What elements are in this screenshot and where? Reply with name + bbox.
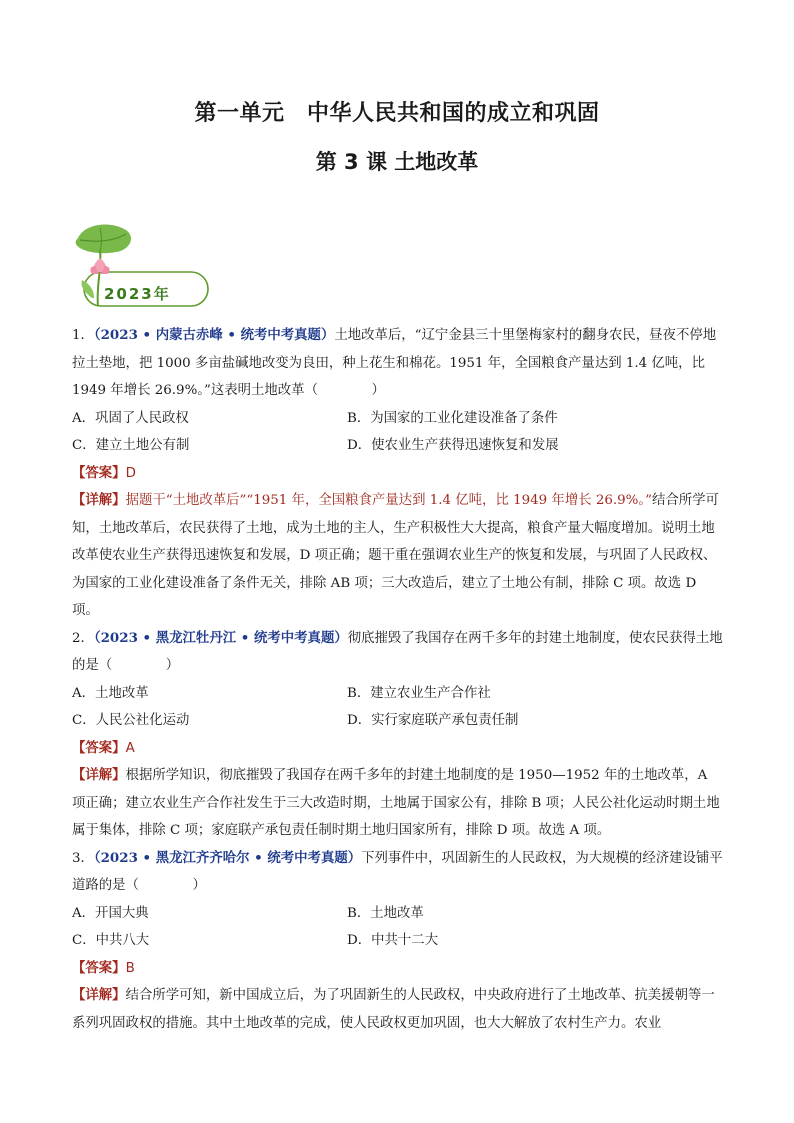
explanation-label: 【详解】 bbox=[72, 768, 126, 783]
explanation bbox=[72, 762, 724, 845]
explanation-label: 【详解】 bbox=[72, 988, 126, 1003]
explanation bbox=[72, 982, 724, 1037]
answer bbox=[72, 460, 724, 488]
option-b: B．为国家的工业化建设准备了条件 bbox=[347, 410, 558, 426]
year-label: 2023年 bbox=[104, 285, 171, 303]
explanation-text: 根据所学知识，彻底摧毁了我国存在两千多年的封建土地制度的是 1950—1952 年的土地改革，A 项正确；建立农业生产合作社发生于三大改造时期，土地属于国家公有，排除 B 项；人民公社化运动时期土地属于集体，排除 C 项；家庭联产承包责任制时期土地归国家所有，排除 D 项。故选 A 项。 bbox=[72, 768, 720, 838]
answer-value: D bbox=[125, 465, 136, 481]
question-text: 下列事件中，巩固新生的人民政权，为大规模的经济建设铺平道路的是（ ） bbox=[72, 850, 723, 893]
question-source: （2023 • 黑龙江牡丹江 • 统考中考真题） bbox=[93, 629, 348, 646]
question-number: 2． bbox=[72, 630, 94, 646]
options bbox=[72, 405, 724, 460]
option-d: D．使农业生产获得迅速恢复和发展 bbox=[347, 438, 559, 453]
answer-label: 【答案】 bbox=[72, 740, 126, 756]
question-list bbox=[72, 322, 724, 1037]
option-d: D．中共十二大 bbox=[347, 933, 439, 948]
question-stem bbox=[72, 845, 724, 900]
question-source: （2023 • 内蒙古赤峰 • 统考中考真题） bbox=[93, 327, 335, 343]
question-stem bbox=[72, 625, 724, 680]
question-text: 土地改革后，“辽宁金县三十里堡梅家村的翻身农民，昼夜不停地拉土垫地，把 1000 多亩盐碱地改变为良田，种上花生和棉花。1951 年，全国粮食产量达到 1.4 亿吨，比 1949 年增长 26.9%。”这表明土地改革（ ） bbox=[72, 328, 717, 398]
option-a: A．土地改革 bbox=[72, 685, 149, 701]
answer-value: B bbox=[125, 960, 135, 976]
options bbox=[72, 680, 724, 735]
option-c: C．人民公社化运动 bbox=[72, 713, 190, 728]
lesson-title: 第 3 课 土地改革 bbox=[315, 150, 479, 174]
question-number: 1． bbox=[72, 328, 94, 343]
question-1 bbox=[72, 322, 724, 625]
option-a: A．巩固了人民政权 bbox=[72, 410, 189, 426]
explanation-text: 结合所学可知，新中国成立后，为了巩固新生的人民政权，中央政府进行了土地改革、抗美援朝等一系列巩固政权的措施。其中土地改革的完成，使人民政权更加巩固，也大大解放了农村生产力。农业 bbox=[72, 988, 715, 1031]
options bbox=[72, 900, 724, 955]
option-c: C．中共八大 bbox=[72, 933, 150, 948]
option-d: D．实行家庭联产承包责任制 bbox=[347, 713, 519, 728]
explanation bbox=[72, 487, 724, 625]
unit-title: 第一单元 中华人民共和国的成立和巩固 bbox=[194, 101, 600, 126]
option-a: A．开国大典 bbox=[72, 905, 149, 921]
explanation-quote: 据题干“土地改革后”“1951 年，全国粮食产量达到 1.4 亿吨，比 1949 年增长 26.9%。” bbox=[125, 493, 652, 508]
explanation-label: 【详解】 bbox=[72, 493, 126, 508]
option-b: B．建立农业生产合作社 bbox=[347, 685, 491, 701]
option-c: C．建立土地公有制 bbox=[72, 438, 190, 453]
question-text: 彻底摧毁了我国存在两千多年的封建土地制度，使农民获得土地的是（ ） bbox=[72, 630, 723, 673]
answer bbox=[72, 955, 724, 983]
question-source: （2023 • 黑龙江齐齐哈尔 • 统考中考真题） bbox=[93, 849, 362, 866]
question-stem bbox=[72, 322, 724, 405]
question-number: 3． bbox=[72, 850, 94, 866]
option-b: B．土地改革 bbox=[347, 905, 424, 921]
answer-label: 【答案】 bbox=[72, 960, 126, 976]
answer-label: 【答案】 bbox=[72, 465, 126, 481]
explanation-text: 结合所学可知，土地改革后，农民获得了土地，成为土地的主人，生产积极性大大提高，粮食产量大幅度增加。说明土地改革使农业生产获得迅速恢复和发展，D 项正确；题干重在强调农业生产的恢复和发展，与巩固了人民政权、为国家的工业化建设准备了条件无关，排除 AB 项；三大改造后，建立了土地公有制，排除 C 项。故选 D 项。 bbox=[72, 493, 719, 618]
answer-value: A bbox=[125, 740, 135, 756]
question-3 bbox=[72, 845, 724, 1038]
question-2 bbox=[72, 625, 724, 845]
answer bbox=[72, 735, 724, 763]
